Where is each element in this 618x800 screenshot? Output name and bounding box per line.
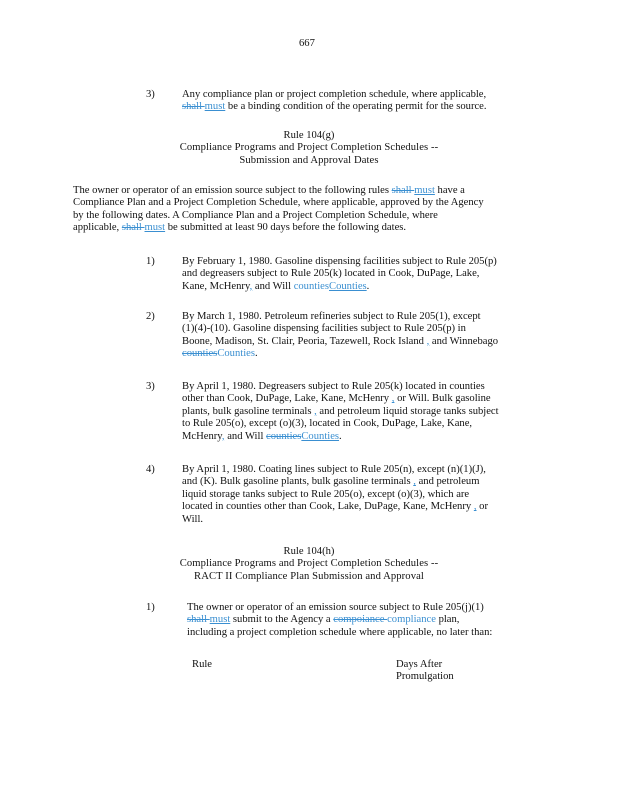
- text-line: to Rule 205(o), except (o)(3), located in Cook, DuPage, Lake, Kane,: [182, 418, 473, 430]
- text-line: including a project completion schedule where applicable, no later than:: [187, 626, 493, 638]
- text-span: located in counties other than Cook, Lake, DuPage, Kane, McHenry: [182, 501, 474, 513]
- list-item-text: [182, 89, 542, 114]
- text-span: or: [476, 501, 488, 513]
- text-line: (1)(4)-(10). Gasoline dispensing facilities subject to Rule 205(p) in: [182, 323, 466, 335]
- text-line: Compliance Plan and a Project Completion Schedule, where applicable, approved by the Agency: [73, 197, 484, 209]
- text-span: and Will: [252, 280, 294, 292]
- text-span: and Will: [224, 430, 267, 442]
- inserted-text: ,: [473, 501, 477, 513]
- table-header-days: [396, 659, 454, 684]
- list-item-text: [182, 311, 542, 361]
- list-item-text: [182, 381, 542, 443]
- text-line: By April 1, 1980. Degreasers subject to Rule 205(k) located in counties: [182, 381, 485, 392]
- list-item-text: [182, 256, 542, 293]
- table-header-rule: Rule: [192, 659, 213, 670]
- deleted-text: shall: [391, 185, 415, 196]
- inserted-text: Counties: [217, 348, 255, 360]
- text-span: The owner or operator of an emission source subject to the following rules: [73, 185, 392, 196]
- text-span: .: [254, 348, 258, 360]
- text-span: and (K). Bulk gasoline plants, bulk gasoline terminals: [182, 476, 414, 488]
- list-number: 4): [146, 464, 155, 475]
- text-line: [182, 393, 542, 405]
- text-line: The owner or operator of an emission source subject to Rule 205(j)(1): [187, 602, 484, 613]
- text-line: [73, 185, 543, 197]
- text-line: liquid storage tanks subject to Rule 205(o), except (o)(3), which are: [182, 488, 470, 500]
- inserted-text: ,: [426, 335, 430, 347]
- inserted-text: Counties: [329, 280, 367, 292]
- text-line: Promulgation: [396, 671, 454, 683]
- list-number: 3): [146, 381, 155, 392]
- section-title-line: RACT II Compliance Plan Submission and Approval: [194, 570, 424, 582]
- text-line: Days After: [396, 659, 443, 670]
- inserted-text: ,: [221, 430, 225, 442]
- inserted-text: must: [209, 614, 231, 626]
- text-line: and degreasers subject to Rule 205(k) located in Cook, DuPage, Lake,: [182, 268, 480, 280]
- text-line: [187, 614, 547, 626]
- text-span: submit to the Agency a: [230, 614, 334, 626]
- text-span: plan,: [435, 614, 460, 626]
- inserted-text: ,: [391, 393, 395, 405]
- text-line: [182, 501, 542, 513]
- text-span: plants, bulk gasoline terminals: [182, 405, 315, 417]
- inserted-text: ,: [249, 280, 253, 292]
- deleted-text: shall: [182, 101, 205, 113]
- inserted-text: must: [204, 101, 226, 113]
- inserted-text: ,: [413, 476, 416, 488]
- text-line: [73, 222, 543, 234]
- text-line: [182, 476, 542, 488]
- inserted-text: Counties: [301, 430, 340, 442]
- section-title-line: Submission and Approval Dates: [239, 154, 379, 166]
- text-span: applicable,: [73, 222, 122, 234]
- text-span: or Will. Bulk gasoline: [394, 393, 491, 405]
- inserted-text: ,: [314, 405, 317, 417]
- deleted-text: shall: [187, 614, 210, 626]
- list-item-text: [187, 602, 547, 639]
- text-span: be a binding condition of the operating permit for the source.: [225, 101, 487, 113]
- text-line: [182, 281, 542, 293]
- rule-number: Rule 104(h): [283, 546, 335, 557]
- text-span: and petroleum: [415, 476, 480, 488]
- text-span: .: [366, 280, 370, 292]
- body-paragraph: [73, 185, 543, 235]
- deleted-text: shall: [121, 222, 145, 234]
- text-line: Any compliance plan or project completion schedule, where applicable,: [182, 89, 487, 100]
- section-heading: [0, 546, 618, 583]
- text-span: .: [339, 430, 342, 442]
- deleted-text: counties: [293, 280, 329, 292]
- list-number: 3): [146, 89, 155, 100]
- text-line: Will.: [182, 513, 204, 525]
- deleted-text: compoiance: [333, 614, 388, 626]
- inserted-text: compliance: [387, 614, 436, 626]
- section-title-line: Compliance Programs and Project Completion Schedules --: [179, 142, 439, 154]
- text-line: By March 1, 1980. Petroleum refineries subject to Rule 205(1), except: [182, 311, 481, 322]
- text-line: [182, 406, 542, 418]
- list-number: 2): [146, 311, 155, 322]
- list-number: 1): [146, 602, 155, 613]
- text-line: By February 1, 1980. Gasoline dispensing facilities subject to Rule 205(p): [182, 256, 497, 267]
- text-span: have a: [434, 185, 465, 196]
- text-span: and Winnebago: [429, 335, 499, 347]
- inserted-text: must: [144, 222, 166, 234]
- text-span: Boone, Madison, St. Clair, Peoria, Tazewell, Rock Island: [182, 335, 427, 347]
- list-item-text: [182, 464, 542, 526]
- text-line: by the following dates. A Compliance Plan and a Project Completion Schedule, where: [73, 209, 438, 221]
- section-title-line: Compliance Programs and Project Completion Schedules --: [179, 558, 439, 570]
- deleted-text: counties: [266, 430, 302, 442]
- page-number: 667: [299, 38, 315, 49]
- text-span: other than Cook, DuPage, Lake, Kane, McHenry: [182, 393, 392, 405]
- text-line: [182, 101, 542, 113]
- text-span: Kane, McHenry: [182, 280, 250, 292]
- text-span: McHenry: [182, 430, 222, 442]
- deleted-text: counties: [182, 348, 218, 360]
- text-span: be submitted at least 90 days before the following dates.: [165, 222, 407, 234]
- text-span: and petroleum liquid storage tanks subject: [316, 405, 499, 417]
- text-line: [182, 431, 542, 443]
- text-line: [182, 336, 542, 348]
- text-line: [182, 348, 542, 360]
- section-heading: [0, 130, 618, 167]
- inserted-text: must: [414, 185, 435, 196]
- text-line: By April 1, 1980. Coating lines subject to Rule 205(n), except (n)(1)(J),: [182, 464, 486, 475]
- list-number: 1): [146, 256, 155, 267]
- rule-number: Rule 104(g): [283, 130, 335, 141]
